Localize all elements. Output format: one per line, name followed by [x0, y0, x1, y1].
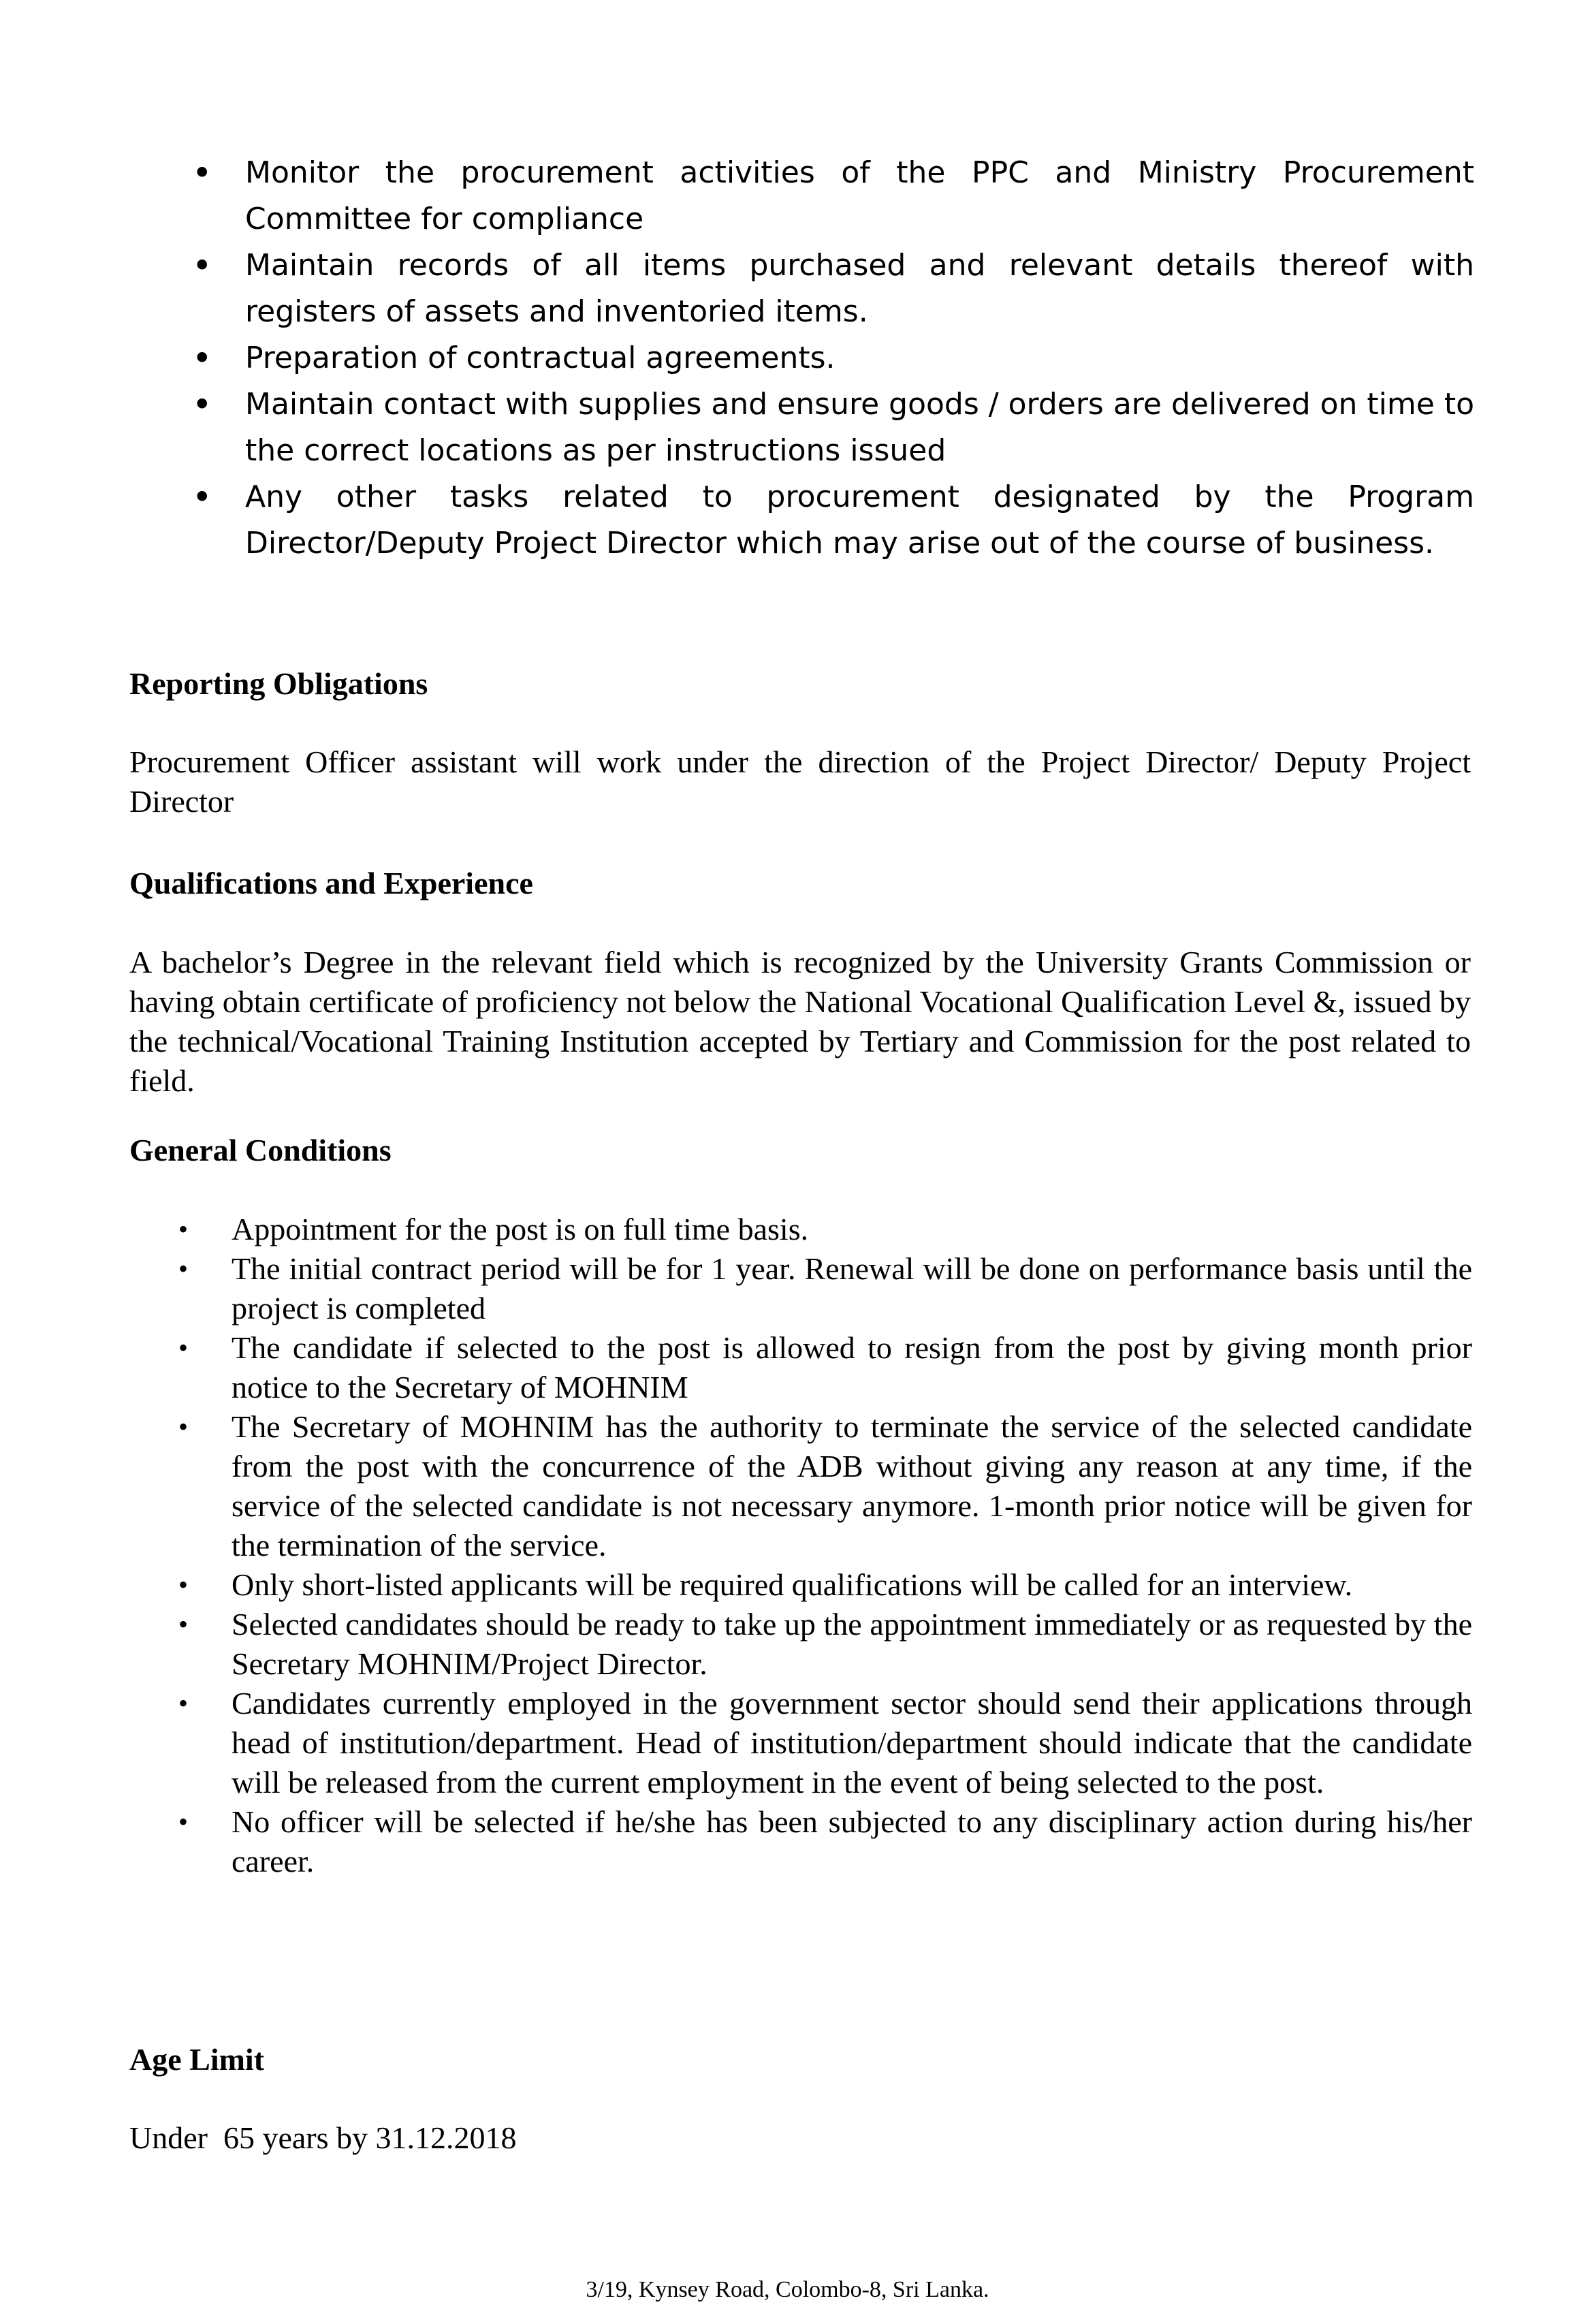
- condition-item: • Appointment for the post is on full time basis.: [129, 1210, 1472, 1249]
- task-item: • Monitor the procurement activities of the PPC and Ministry Procurement Committee for compliance: [129, 150, 1474, 242]
- task-item: • Maintain records of all items purchased and relevant details thereof with registers of assets and inventoried items.: [129, 242, 1474, 335]
- condition-item: • The initial contract period will be for 1 year. Renewal will be done on performance basis until the project is completed: [129, 1249, 1472, 1328]
- general-conditions-list: [129, 1210, 1472, 1881]
- condition-item: • Candidates currently employed in the government sector should send their applications through head of institution/department. Head of institution/department should indicate that the candidate will be released from the current employment in the event of being selected to the post.: [129, 1684, 1472, 1802]
- condition-item: • The candidate if selected to the post is allowed to resign from the post by giving month prior notice to the Secretary of MOHNIM: [129, 1328, 1472, 1407]
- condition-item: • The Secretary of MOHNIM has the authority to terminate the service of the selected candidate from the post with the concurrence of the ADB without giving any reason at any time, if the service of the selected candidate is not necessary anymore. 1-month prior notice will be given for the termination of the service.: [129, 1407, 1472, 1565]
- procurement-tasks-list: [129, 150, 1474, 567]
- reporting-obligations-text: Procurement Officer assistant will work under the direction of the Project Director/ Deputy Project Director: [129, 744, 1471, 819]
- condition-item: • Selected candidates should be ready to take up the appointment immediately or as requested by the Secretary MOHNIM/Project Director.: [129, 1605, 1472, 1684]
- reporting-obligations-heading: Reporting Obligations: [129, 666, 428, 701]
- qualifications-heading: Qualifications and Experience: [129, 866, 533, 900]
- task-item: • Maintain contact with supplies and ensure goods / orders are delivered on time to the correct locations as per instructions issued: [129, 381, 1474, 474]
- task-item: • Any other tasks related to procurement designated by the Program Director/Deputy Project Director which may arise out of the course of business.: [129, 474, 1474, 567]
- age-limit-text: Under 65 years by 31.12.2018: [129, 2120, 517, 2155]
- age-limit-heading: Age Limit: [129, 2042, 265, 2077]
- footer-address: 3/19, Kynsey Road, Colombo-8, Sri Lanka.: [586, 2277, 989, 2302]
- condition-item: • Only short-listed applicants will be required qualifications will be called for an interview.: [129, 1565, 1472, 1605]
- task-item: • Preparation of contractual agreements.: [129, 335, 1474, 381]
- qualifications-text: A bachelor’s Degree in the relevant field which is recognized by the University Grants Commission or having obtain certificate of proficiency not below the National Vocational Qualification Level &, issued by the technical/Vocational Training Institution accepted by Tertiary and Commission for the post related to field.: [129, 945, 1471, 1098]
- condition-item: • No officer will be selected if he/she has been subjected to any disciplinary action during his/her career.: [129, 1802, 1472, 1881]
- general-conditions-heading: General Conditions: [129, 1133, 392, 1167]
